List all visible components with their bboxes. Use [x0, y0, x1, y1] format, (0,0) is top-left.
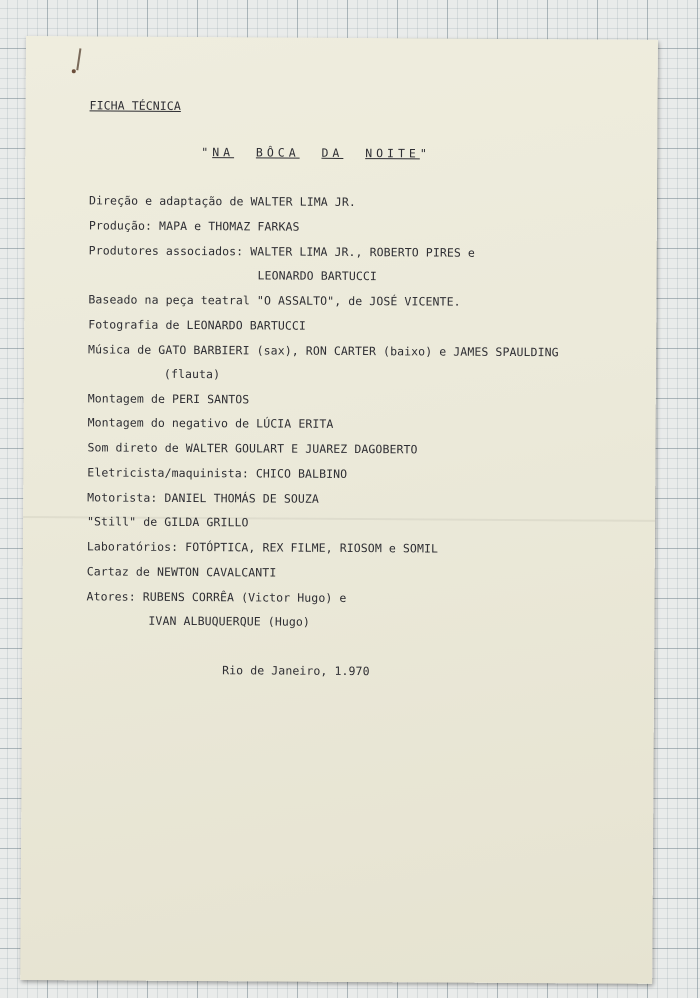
- place-date: Rio de Janeiro, 1.970: [222, 663, 370, 679]
- credit-still: "Still" de GILDA GRILLO: [86, 514, 249, 530]
- credit-based-on: Baseado na peça teatral "O ASSALTO", de JOSÉ VICENTE.: [88, 292, 461, 309]
- credit-photography: Fotografia de LEONARDO BARTUCCI: [88, 317, 307, 333]
- credit-poster: Cartaz de NEWTON CAVALCANTI: [86, 564, 277, 580]
- typewritten-sheet: [20, 36, 658, 984]
- film-title: [201, 145, 431, 160]
- credit-associate-producers: Produtores associados: WALTER LIMA JR., ROBERTO PIRES e: [88, 243, 476, 260]
- credit-actors-cont: IVAN ALBUQUERQUE (Hugo): [148, 613, 311, 629]
- title-word: BÔCA: [255, 145, 300, 160]
- credit-music: Música de GATO BARBIERI (sax), RON CARTER (baixo) e JAMES SPAULDING: [88, 342, 559, 360]
- credit-sound: Som direto de WALTER GOULART E JUAREZ DAGOBERTO: [87, 440, 418, 457]
- credit-actors: Atores: RUBENS CORRÊA (Victor Hugo) e: [86, 589, 347, 605]
- pencil-mark: [76, 48, 81, 70]
- title-close-quote: ": [419, 146, 431, 161]
- credit-editing: Montagem de PERI SANTOS: [87, 391, 250, 407]
- title-word: NOITE: [365, 146, 420, 161]
- title-open-quote: ": [201, 145, 213, 160]
- credit-negative-editing: Montagem do negativo de LÚCIA ERITA: [87, 415, 334, 431]
- title-word: DA: [321, 145, 344, 160]
- credit-driver: Motorista: DANIEL THOMÁS DE SOUZA: [87, 490, 320, 506]
- credit-electrician: Eletricista/maquinista: CHICO BALBINO: [87, 465, 348, 481]
- credit-direction: Direção e adaptação de WALTER LIMA JR.: [88, 193, 356, 210]
- credit-music-cont: (flauta): [163, 366, 221, 382]
- credit-production: Produção: MAPA e THOMAZ FARKAS: [88, 218, 300, 234]
- credit-associate-producers-cont: LEONARDO BARTUCCI: [257, 268, 377, 284]
- title-word: NA: [212, 145, 235, 160]
- credit-laboratories: Laboratórios: FOTÓPTICA, REX FILME, RIOSOM e SOMIL: [86, 539, 439, 556]
- document-heading: FICHA TÉCNICA: [89, 98, 181, 113]
